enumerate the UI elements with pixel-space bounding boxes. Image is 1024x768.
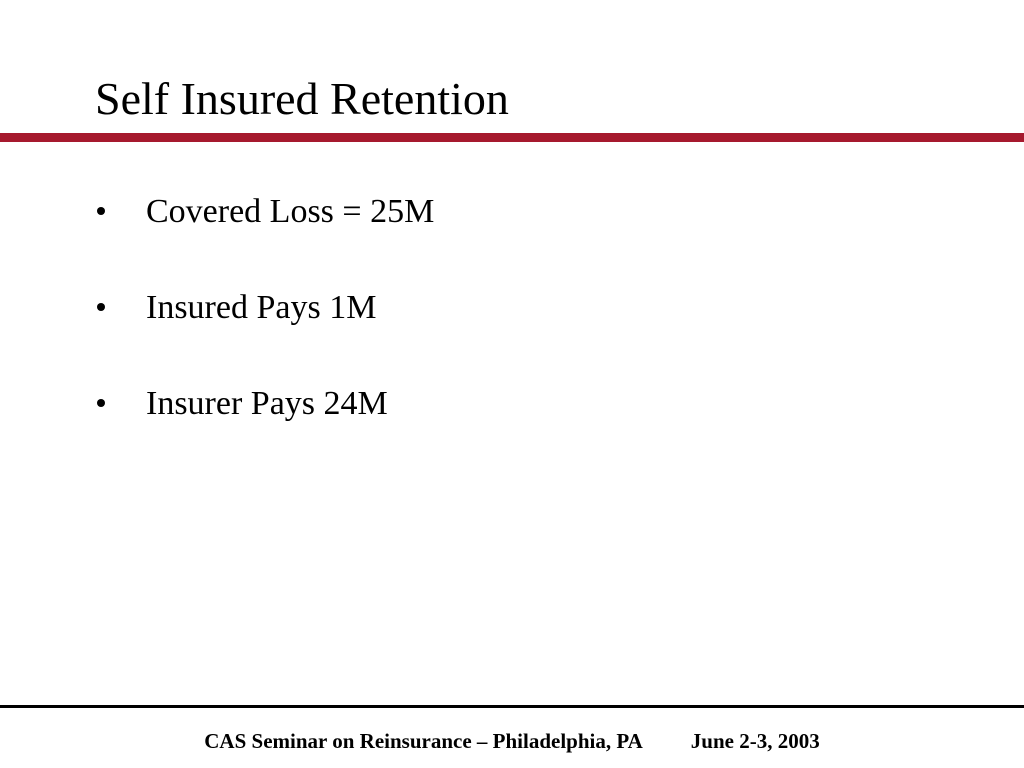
bullet-dot-icon	[95, 401, 107, 413]
bullet-item	[95, 384, 388, 424]
title-divider	[0, 133, 1024, 142]
bullet-text: Covered Loss = 25M	[146, 193, 435, 230]
bullet-dot-icon	[95, 209, 107, 221]
footer-divider	[0, 705, 1024, 708]
bullet-item	[95, 192, 434, 232]
bullet-dot-icon	[95, 305, 107, 317]
footer-event: CAS Seminar on Reinsurance – Philadelphia, PA	[204, 729, 643, 753]
footer	[0, 728, 1024, 754]
slide-title: Self Insured Retention	[95, 73, 509, 124]
bullet-text: Insured Pays 1M	[146, 289, 377, 326]
bullet-item	[95, 288, 376, 328]
bullet-text: Insurer Pays 24M	[146, 385, 388, 422]
footer-date: June 2-3, 2003	[690, 729, 820, 753]
